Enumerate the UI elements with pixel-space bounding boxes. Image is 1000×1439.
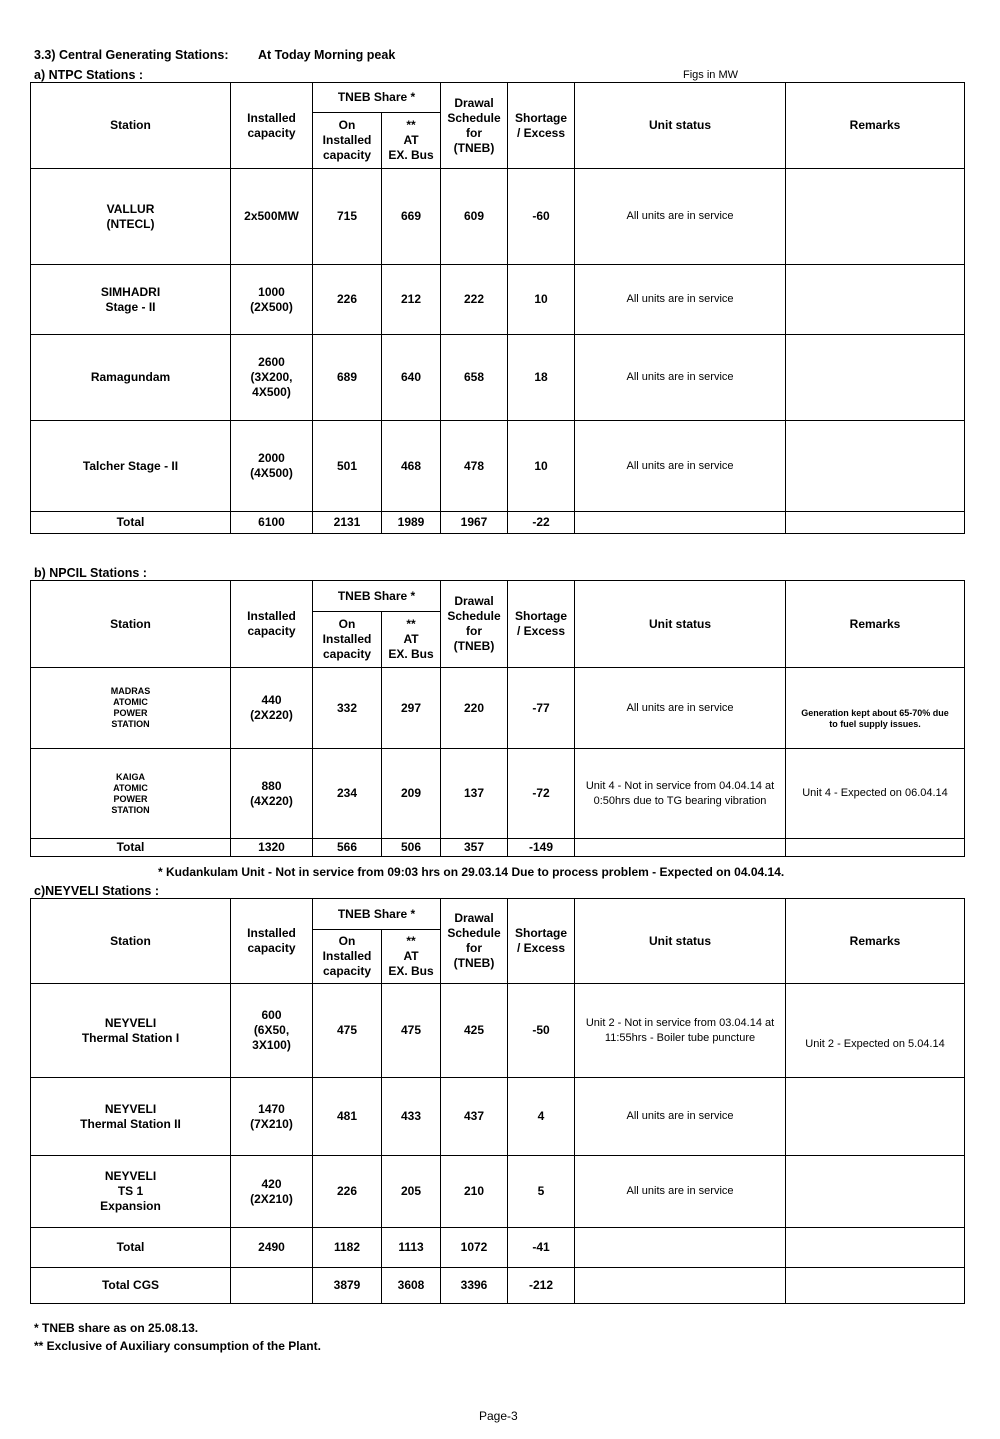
drawal-value: 437: [441, 1078, 508, 1156]
ex-bus-value: 297: [382, 668, 441, 749]
remarks: [786, 169, 965, 265]
drawal-value: 609: [441, 169, 508, 265]
section-title: 3.3) Central Generating Stations:: [34, 48, 229, 62]
header-remarks: Remarks: [786, 899, 965, 984]
shortage-value: -72: [508, 749, 575, 839]
total-label: Total: [31, 1228, 231, 1268]
on-installed-value: 501: [313, 421, 382, 512]
total-status-empty: [575, 839, 786, 857]
table-row: [31, 749, 965, 839]
installed-capacity: 880 (4X220): [231, 749, 313, 839]
on-installed-value: 226: [313, 265, 382, 335]
total-on-installed: 1182: [313, 1228, 382, 1268]
total-cgs-on-installed: 3879: [313, 1268, 382, 1304]
total-cgs-remarks-empty: [786, 1268, 965, 1304]
unit-status: All units are in service: [575, 169, 786, 265]
installed-capacity: 2000 (4X500): [231, 421, 313, 512]
footnote-tneb-share: * TNEB share as on 25.08.13.: [34, 1321, 199, 1335]
header-tneb-share: TNEB Share *: [313, 899, 441, 930]
station-name: NEYVELI Thermal Station I: [31, 984, 231, 1078]
total-remarks-empty: [786, 839, 965, 857]
header-drawal: Drawal Schedule for (TNEB): [441, 83, 508, 169]
installed-capacity: 1470 (7X210): [231, 1078, 313, 1156]
total-label: Total: [31, 839, 231, 857]
header-at-ex-bus: ** AT EX. Bus: [382, 113, 441, 169]
station-name: Ramagundam: [31, 335, 231, 421]
station-name: VALLUR (NTECL): [31, 169, 231, 265]
shortage-value: 10: [508, 421, 575, 512]
header-shortage: Shortage / Excess: [508, 899, 575, 984]
station-name: NEYVELI TS 1 Expansion: [31, 1156, 231, 1228]
total-drawal: 357: [441, 839, 508, 857]
header-installed: Installed capacity: [231, 899, 313, 984]
table-row: [31, 265, 965, 335]
drawal-value: 137: [441, 749, 508, 839]
total-row: [31, 512, 965, 534]
table-row: [31, 668, 965, 749]
header-on-installed: On Installed capacity: [313, 113, 382, 169]
header-drawal: Drawal Schedule for (TNEB): [441, 899, 508, 984]
shortage-value: -50: [508, 984, 575, 1078]
installed-capacity: 2600 (3X200, 4X500): [231, 335, 313, 421]
ex-bus-value: 205: [382, 1156, 441, 1228]
header-remarks: Remarks: [786, 581, 965, 668]
station-name: MADRAS ATOMIC POWER STATION: [31, 668, 231, 749]
total-cgs-ex-bus: 3608: [382, 1268, 441, 1304]
header-installed: Installed capacity: [231, 581, 313, 668]
ex-bus-value: 433: [382, 1078, 441, 1156]
header-unit-status: Unit status: [575, 899, 786, 984]
installed-capacity: 600 (6X50, 3X100): [231, 984, 313, 1078]
total-cgs-shortage: -212: [508, 1268, 575, 1304]
header-station: Station: [31, 581, 231, 668]
unit-status: All units are in service: [575, 335, 786, 421]
table-row: [31, 169, 965, 265]
total-cgs-status-empty: [575, 1268, 786, 1304]
total-remarks-empty: [786, 1228, 965, 1268]
table-row: [31, 1156, 965, 1228]
npcil-title: b) NPCIL Stations :: [34, 566, 147, 580]
section-subtitle: At Today Morning peak: [258, 48, 396, 62]
remarks: Unit 4 - Expected on 06.04.14: [786, 749, 965, 839]
on-installed-value: 689: [313, 335, 382, 421]
page-number: Page-3: [479, 1409, 518, 1423]
remarks: [786, 421, 965, 512]
station-name: Talcher Stage - II: [31, 421, 231, 512]
shortage-value: 4: [508, 1078, 575, 1156]
total-cgs-label: Total CGS: [31, 1268, 231, 1304]
total-row: [31, 839, 965, 857]
drawal-value: 222: [441, 265, 508, 335]
ex-bus-value: 212: [382, 265, 441, 335]
installed-capacity: 440 (2X220): [231, 668, 313, 749]
header-station: Station: [31, 83, 231, 169]
header-remarks: Remarks: [786, 83, 965, 169]
total-label: Total: [31, 512, 231, 534]
remarks: [786, 1078, 965, 1156]
neyveli-title: c)NEYVELI Stations :: [34, 884, 160, 898]
neyveli-table: [30, 898, 965, 1304]
total-on-installed: 566: [313, 839, 382, 857]
ex-bus-value: 468: [382, 421, 441, 512]
shortage-value: 5: [508, 1156, 575, 1228]
total-installed: 6100: [231, 512, 313, 534]
footnote-auxiliary: ** Exclusive of Auxiliary consumption of the Plant.: [34, 1339, 321, 1353]
on-installed-value: 481: [313, 1078, 382, 1156]
drawal-value: 220: [441, 668, 508, 749]
remarks: Generation kept about 65-70% due to fuel supply issues.: [786, 668, 965, 749]
unit-status: Unit 2 - Not in service from 03.04.14 at 11:55hrs - Boiler tube puncture: [575, 984, 786, 1078]
header-tneb-share: TNEB Share *: [313, 83, 441, 113]
total-ex-bus: 1989: [382, 512, 441, 534]
table-row: [31, 421, 965, 512]
ex-bus-value: 669: [382, 169, 441, 265]
header-unit-status: Unit status: [575, 581, 786, 668]
total-on-installed: 2131: [313, 512, 382, 534]
header-unit-status: Unit status: [575, 83, 786, 169]
shortage-value: 10: [508, 265, 575, 335]
units-note: Figs in MW: [683, 69, 738, 81]
on-installed-value: 226: [313, 1156, 382, 1228]
npcil-table: [30, 580, 965, 857]
remarks: [786, 1156, 965, 1228]
total-cgs-drawal: 3396: [441, 1268, 508, 1304]
total-status-empty: [575, 512, 786, 534]
table-row: [31, 984, 965, 1078]
installed-capacity: 420 (2X210): [231, 1156, 313, 1228]
header-on-installed: On Installed capacity: [313, 930, 382, 984]
header-drawal: Drawal Schedule for (TNEB): [441, 581, 508, 668]
total-ex-bus: 1113: [382, 1228, 441, 1268]
header-on-installed: On Installed capacity: [313, 612, 382, 668]
unit-status: All units are in service: [575, 668, 786, 749]
total-drawal: 1072: [441, 1228, 508, 1268]
header-tneb-share: TNEB Share *: [313, 581, 441, 612]
total-cgs-row: [31, 1268, 965, 1304]
drawal-value: 478: [441, 421, 508, 512]
ex-bus-value: 475: [382, 984, 441, 1078]
header-station: Station: [31, 899, 231, 984]
table-row: [31, 1078, 965, 1156]
total-ex-bus: 506: [382, 839, 441, 857]
drawal-value: 210: [441, 1156, 508, 1228]
table-row: [31, 335, 965, 421]
on-installed-value: 234: [313, 749, 382, 839]
ex-bus-value: 209: [382, 749, 441, 839]
station-name: KAIGA ATOMIC POWER STATION: [31, 749, 231, 839]
unit-status: All units are in service: [575, 1156, 786, 1228]
unit-status: All units are in service: [575, 1078, 786, 1156]
total-remarks-empty: [786, 512, 965, 534]
kudankulam-note: * Kudankulam Unit - Not in service from 09:03 hrs on 29.03.14 Due to process problem - Expected on 04.04.14.: [158, 865, 785, 879]
installed-capacity: 2x500MW: [231, 169, 313, 265]
ntpc-title: a) NTPC Stations :: [34, 68, 144, 82]
total-row: [31, 1228, 965, 1268]
total-shortage: -22: [508, 512, 575, 534]
total-shortage: -41: [508, 1228, 575, 1268]
unit-status: Unit 4 - Not in service from 04.04.14 at 0:50hrs due to TG bearing vibration: [575, 749, 786, 839]
unit-status: All units are in service: [575, 421, 786, 512]
station-name: SIMHADRI Stage - II: [31, 265, 231, 335]
shortage-value: -60: [508, 169, 575, 265]
on-installed-value: 715: [313, 169, 382, 265]
shortage-value: 18: [508, 335, 575, 421]
header-at-ex-bus: ** AT EX. Bus: [382, 930, 441, 984]
drawal-value: 425: [441, 984, 508, 1078]
total-installed: 2490: [231, 1228, 313, 1268]
ntpc-table: [30, 82, 965, 534]
on-installed-value: 332: [313, 668, 382, 749]
header-shortage: Shortage / Excess: [508, 581, 575, 668]
remarks: Unit 2 - Expected on 5.04.14: [786, 984, 965, 1078]
total-drawal: 1967: [441, 512, 508, 534]
installed-capacity: 1000 (2X500): [231, 265, 313, 335]
header-shortage: Shortage / Excess: [508, 83, 575, 169]
total-installed: 1320: [231, 839, 313, 857]
station-name: NEYVELI Thermal Station II: [31, 1078, 231, 1156]
drawal-value: 658: [441, 335, 508, 421]
ex-bus-value: 640: [382, 335, 441, 421]
remarks: [786, 265, 965, 335]
header-installed: Installed capacity: [231, 83, 313, 169]
remarks: [786, 335, 965, 421]
total-cgs-installed: [231, 1268, 313, 1304]
header-at-ex-bus: ** AT EX. Bus: [382, 612, 441, 668]
unit-status: All units are in service: [575, 265, 786, 335]
total-shortage: -149: [508, 839, 575, 857]
total-status-empty: [575, 1228, 786, 1268]
on-installed-value: 475: [313, 984, 382, 1078]
shortage-value: -77: [508, 668, 575, 749]
